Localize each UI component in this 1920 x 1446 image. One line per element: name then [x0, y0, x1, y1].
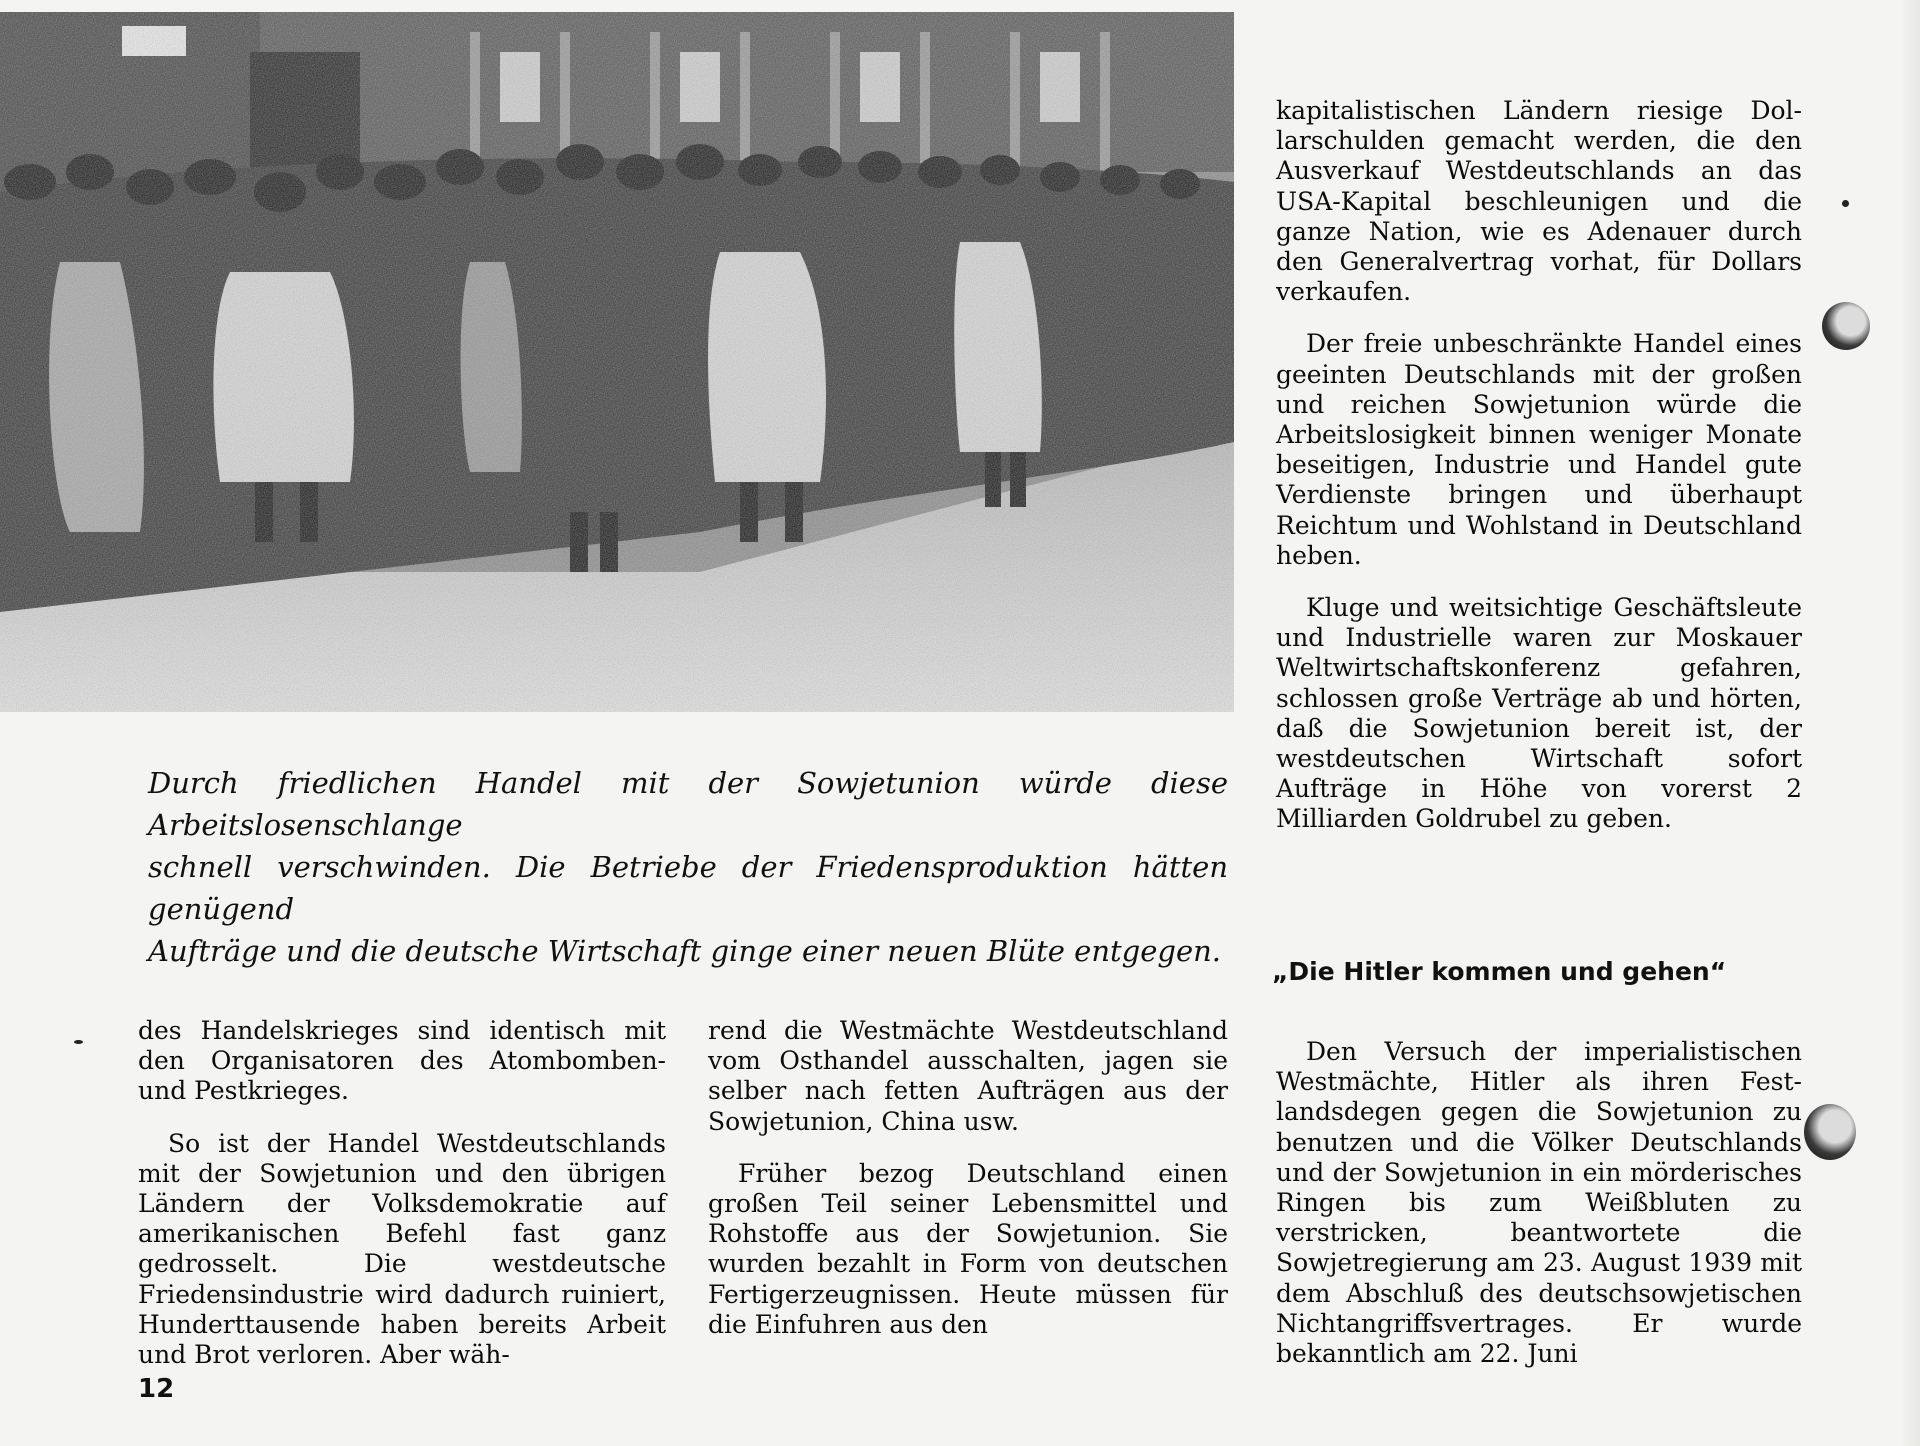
ink-speck: [74, 1040, 83, 1044]
punch-hole-icon: [1822, 302, 1870, 350]
section-heading: „Die Hitler kommen und gehen“: [1272, 957, 1727, 986]
paragraph: Den Versuch der imperialistischen Westmächte, Hitler als ihren Festlandsdegen gegen die Sowjetunion zu benutzen und die Völker Deutschlands und der Sowjetunion in ein mörderisches Ringen bis zum Weißbluten zu verstricken, beantwortete die Sowjetregierung am 23. August 1939 mit dem Abschluß des deutschsowjetischen Nichtangriffsvertrages. Er wurde bekanntlich am 22. Juni: [1276, 1037, 1802, 1369]
page-edge: [1900, 0, 1920, 1446]
paragraph: Früher bezog Deutschland einen großen Teil seiner Lebensmittel und Rohstoffe aus der Sowjetunion. Sie wurden bezahlt in Form von deutschen Fertigerzeugnissen. Heute müssen für die Einfuhren aus den: [708, 1158, 1228, 1339]
text-column-middle: [708, 1016, 1228, 1362]
paragraph: Kluge und weitsichtige Geschäftsleute und Industrielle waren zur Moskauer Weltwirtschaftskonferenz gefahren, schlossen große Verträge ab und hörten, daß die Sowjetunion bereit ist, der westdeutschen Wirtschaft sofort Aufträge in Höhe von vorerst 2 Milliarden Goldrubel zu geben.: [1276, 593, 1802, 834]
page-number: 12: [138, 1374, 175, 1404]
news-photo: [0, 12, 1234, 712]
ink-speck: [1842, 200, 1849, 207]
photo-caption: Durch friedlichen Handel mit der Sowjetunion würde diese Arbeitslosenschlange schnell verschwinden. Die Betriebe der Friedensproduktion hätten genügend Aufträge und die deutsche Wirtschaft ginge einer neuen Blüte entgegen.: [148, 766, 1228, 968]
text-column-right-top: [1276, 96, 1802, 857]
paragraph: Der freie unbeschränkte Handel eines geeinten Deutschlands mit der großen und reichen Sowjetunion würde die Arbeitslosigkeit binnen weniger Monate beseitigen, Industrie und Handel gute Verdienste bringen und überhaupt Reichtum und Wohlstand in Deutschland heben.: [1276, 329, 1802, 570]
paragraph: kapitalistischen Ländern riesige Dollarschulden gemacht werden, die den Ausverkauf Westdeutschlands an das USA-Kapital beschleunigen und die ganze Nation, wie es Adenauer durch den Generalvertrag vorhat, für Dollars verkaufen.: [1276, 96, 1802, 307]
paragraph: des Handelskrieges sind identisch mit den Organisatoren des Atombomben- und Pestkrieges.: [138, 1016, 666, 1106]
paragraph: So ist der Handel Westdeutschlands mit der Sowjetunion und den übrigen Ländern der Volksdemokratie auf amerikanischen Befehl fast ganz gedrosselt. Die westdeutsche Friedensindustrie wird dadurch ruiniert, Hunderttausende haben bereits Arbeit und Brot verloren. Aber wäh-: [138, 1128, 666, 1370]
text-column-right-bottom: [1276, 1037, 1802, 1391]
paragraph: rend die Westmächte Westdeutschland vom Osthandel ausschalten, jagen sie selber nach fetten Aufträgen aus der Sowjetunion, China usw.: [708, 1016, 1228, 1136]
text-column-left: [138, 1016, 666, 1392]
punch-hole-icon: [1804, 1104, 1856, 1160]
